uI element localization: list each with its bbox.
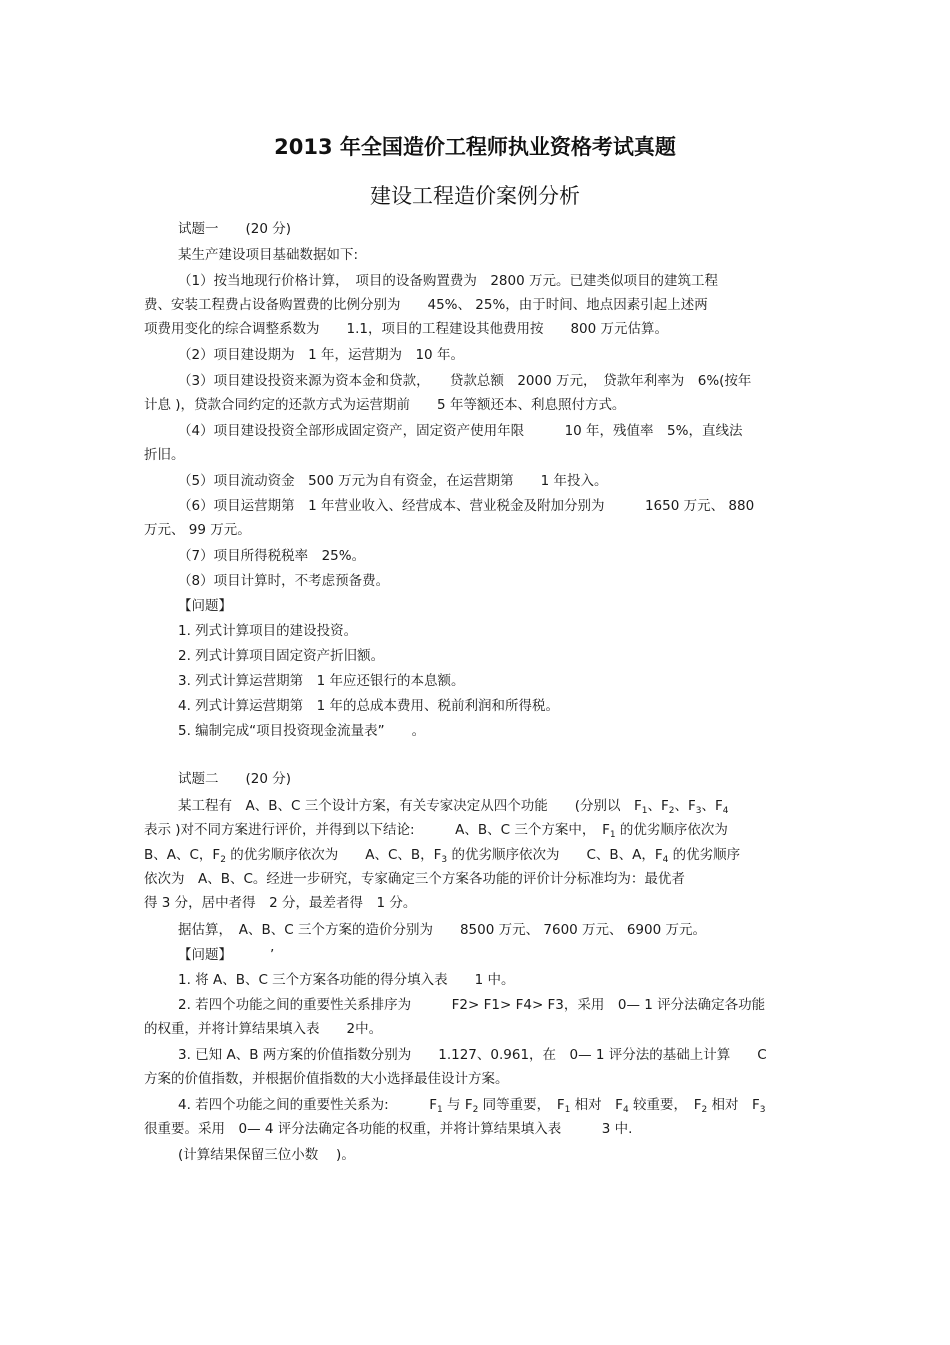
section1-line: 折旧。 (144, 447, 185, 463)
section1-question: 3. 列式计算运营期第 1 年应还银行的本息额。 (178, 673, 465, 689)
section2-question: 方案的价值指数，并根据价值指数的大小选择最佳设计方案。 (144, 1071, 509, 1087)
section1-question: 5. 编制完成“项目投资现金流量表” 。 (178, 723, 426, 739)
section1-line: （6）项目运营期第 1 年营业收入、经营成本、营业税金及附加分别为 1650 万元、 880 (178, 498, 755, 514)
section1-line: （2）项目建设期为 1 年，运营期为 10 年。 (178, 347, 464, 363)
section1-question: 2. 列式计算项目固定资产折旧额。 (178, 648, 385, 664)
section1-line: 计息 )，贷款合同约定的还款方式为运营期前 5 年等额还本、利息照付方式。 (144, 397, 626, 413)
page-subtitle: 建设工程造价案例分析 (370, 184, 580, 208)
section1-line: （4）项目建设投资全部形成固定资产，固定资产使用年限 10 年，残值率 5%，直线法 (178, 423, 743, 439)
section2-note: (计算结果保留三位小数 )。 (178, 1147, 355, 1163)
section1-line: （3）项目建设投资来源为资本金和贷款， 贷款总额 2000 万元， 贷款年利率为 6%(按年 (178, 373, 752, 389)
section1-line: 费、安装工程费占设备购置费的比例分别为 45%、 25%，由于时间、地点因素引起上述两 (144, 297, 708, 313)
section1-line: 万元、 99 万元。 (144, 522, 251, 538)
section2-question: 4. 若四个功能之间的重要性关系为: $F_1$ 与 $F_2$ 同等重要， $F_1$ 相对 $F_4$ 较重要， $F_2$ 相对 $F_3$ (178, 1097, 766, 1115)
section1-line: 项费用变化的综合调整系数为 1.1，项目的工程建设其他费用按 800 万元估算。 (144, 321, 669, 337)
section2-question: 1. 将 A、B、C 三个方案各功能的得分填入表 1 中。 (178, 972, 515, 988)
section1-question: 4. 列式计算运营期第 1 年的总成本费用、税前利润和所得税。 (178, 698, 560, 714)
page-title: 2013 年全国造价工程师执业资格考试真题 (274, 135, 676, 159)
section2-question: 2. 若四个功能之间的重要性关系排序为 F2> F1> F4> F3，采用 0— 1 评分法确定各功能 (178, 997, 766, 1013)
section1-line: （1）按当地现行价格计算， 项目的设备购置费为 2800 万元。已建类似项目的建筑工程 (178, 273, 718, 289)
section2-question: 3. 已知 A、B 两方案的价值指数分别为 1.127、0.961，在 0— 1 评分法的基础上计算 C (178, 1047, 767, 1063)
section2-line: 得 3 分，居中者得 2 分，最差者得 1 分。 (144, 895, 417, 911)
section2-question: 很重要。采用 0— 4 评分法确定各功能的权重，并将计算结果填入表 3 中. (144, 1121, 633, 1137)
section1-line: 某生产建设项目基础数据如下: (178, 247, 359, 263)
section2-line: B、A、C，$F_2$ 的优劣顺序依次为 A、C、B，$F_3$ 的优劣顺序依次为 C、B、A，$F_4$ 的优劣顺序 (144, 847, 741, 865)
section1-line: （7）项目所得税税率 25%。 (178, 548, 366, 564)
section1-line: （8）项目计算时，不考虑预备费。 (178, 573, 390, 589)
section1-heading: 试题一 (20 分) (178, 221, 292, 237)
section2-line: 表示 )对不同方案进行评价，并得到以下结论: A、B、C 三个方案中， $F_1$ 的优劣顺序依次为 (144, 822, 728, 840)
section1-question: 1. 列式计算项目的建设投资。 (178, 623, 358, 639)
section1-line: （5）项目流动资金 500 万元为自有资金，在运营期第 1 年投入。 (178, 473, 608, 489)
section2-question: 的权重，并将计算结果填入表 2中。 (144, 1021, 383, 1037)
section2-heading: 试题二 (20 分) (178, 771, 292, 787)
section2-line: 依次为 A、B、C。经进一步研究，专家确定三个方案各功能的评价计分标准均为：最优者 (144, 871, 685, 887)
section2-line: 据估算， A、B、C 三个方案的造价分别为 8500 万元、 7600 万元、 6900 万元。 (178, 922, 706, 938)
section2-question-header: 【问题】 ’ (178, 947, 275, 963)
section1-question-header: 【问题】 (178, 598, 232, 614)
section2-line: 某工程有 A、B、C 三个设计方案，有关专家决定从四个功能 (分别以 $F_1$、$F_2$、$F_3$、$F_4$ (178, 798, 729, 816)
